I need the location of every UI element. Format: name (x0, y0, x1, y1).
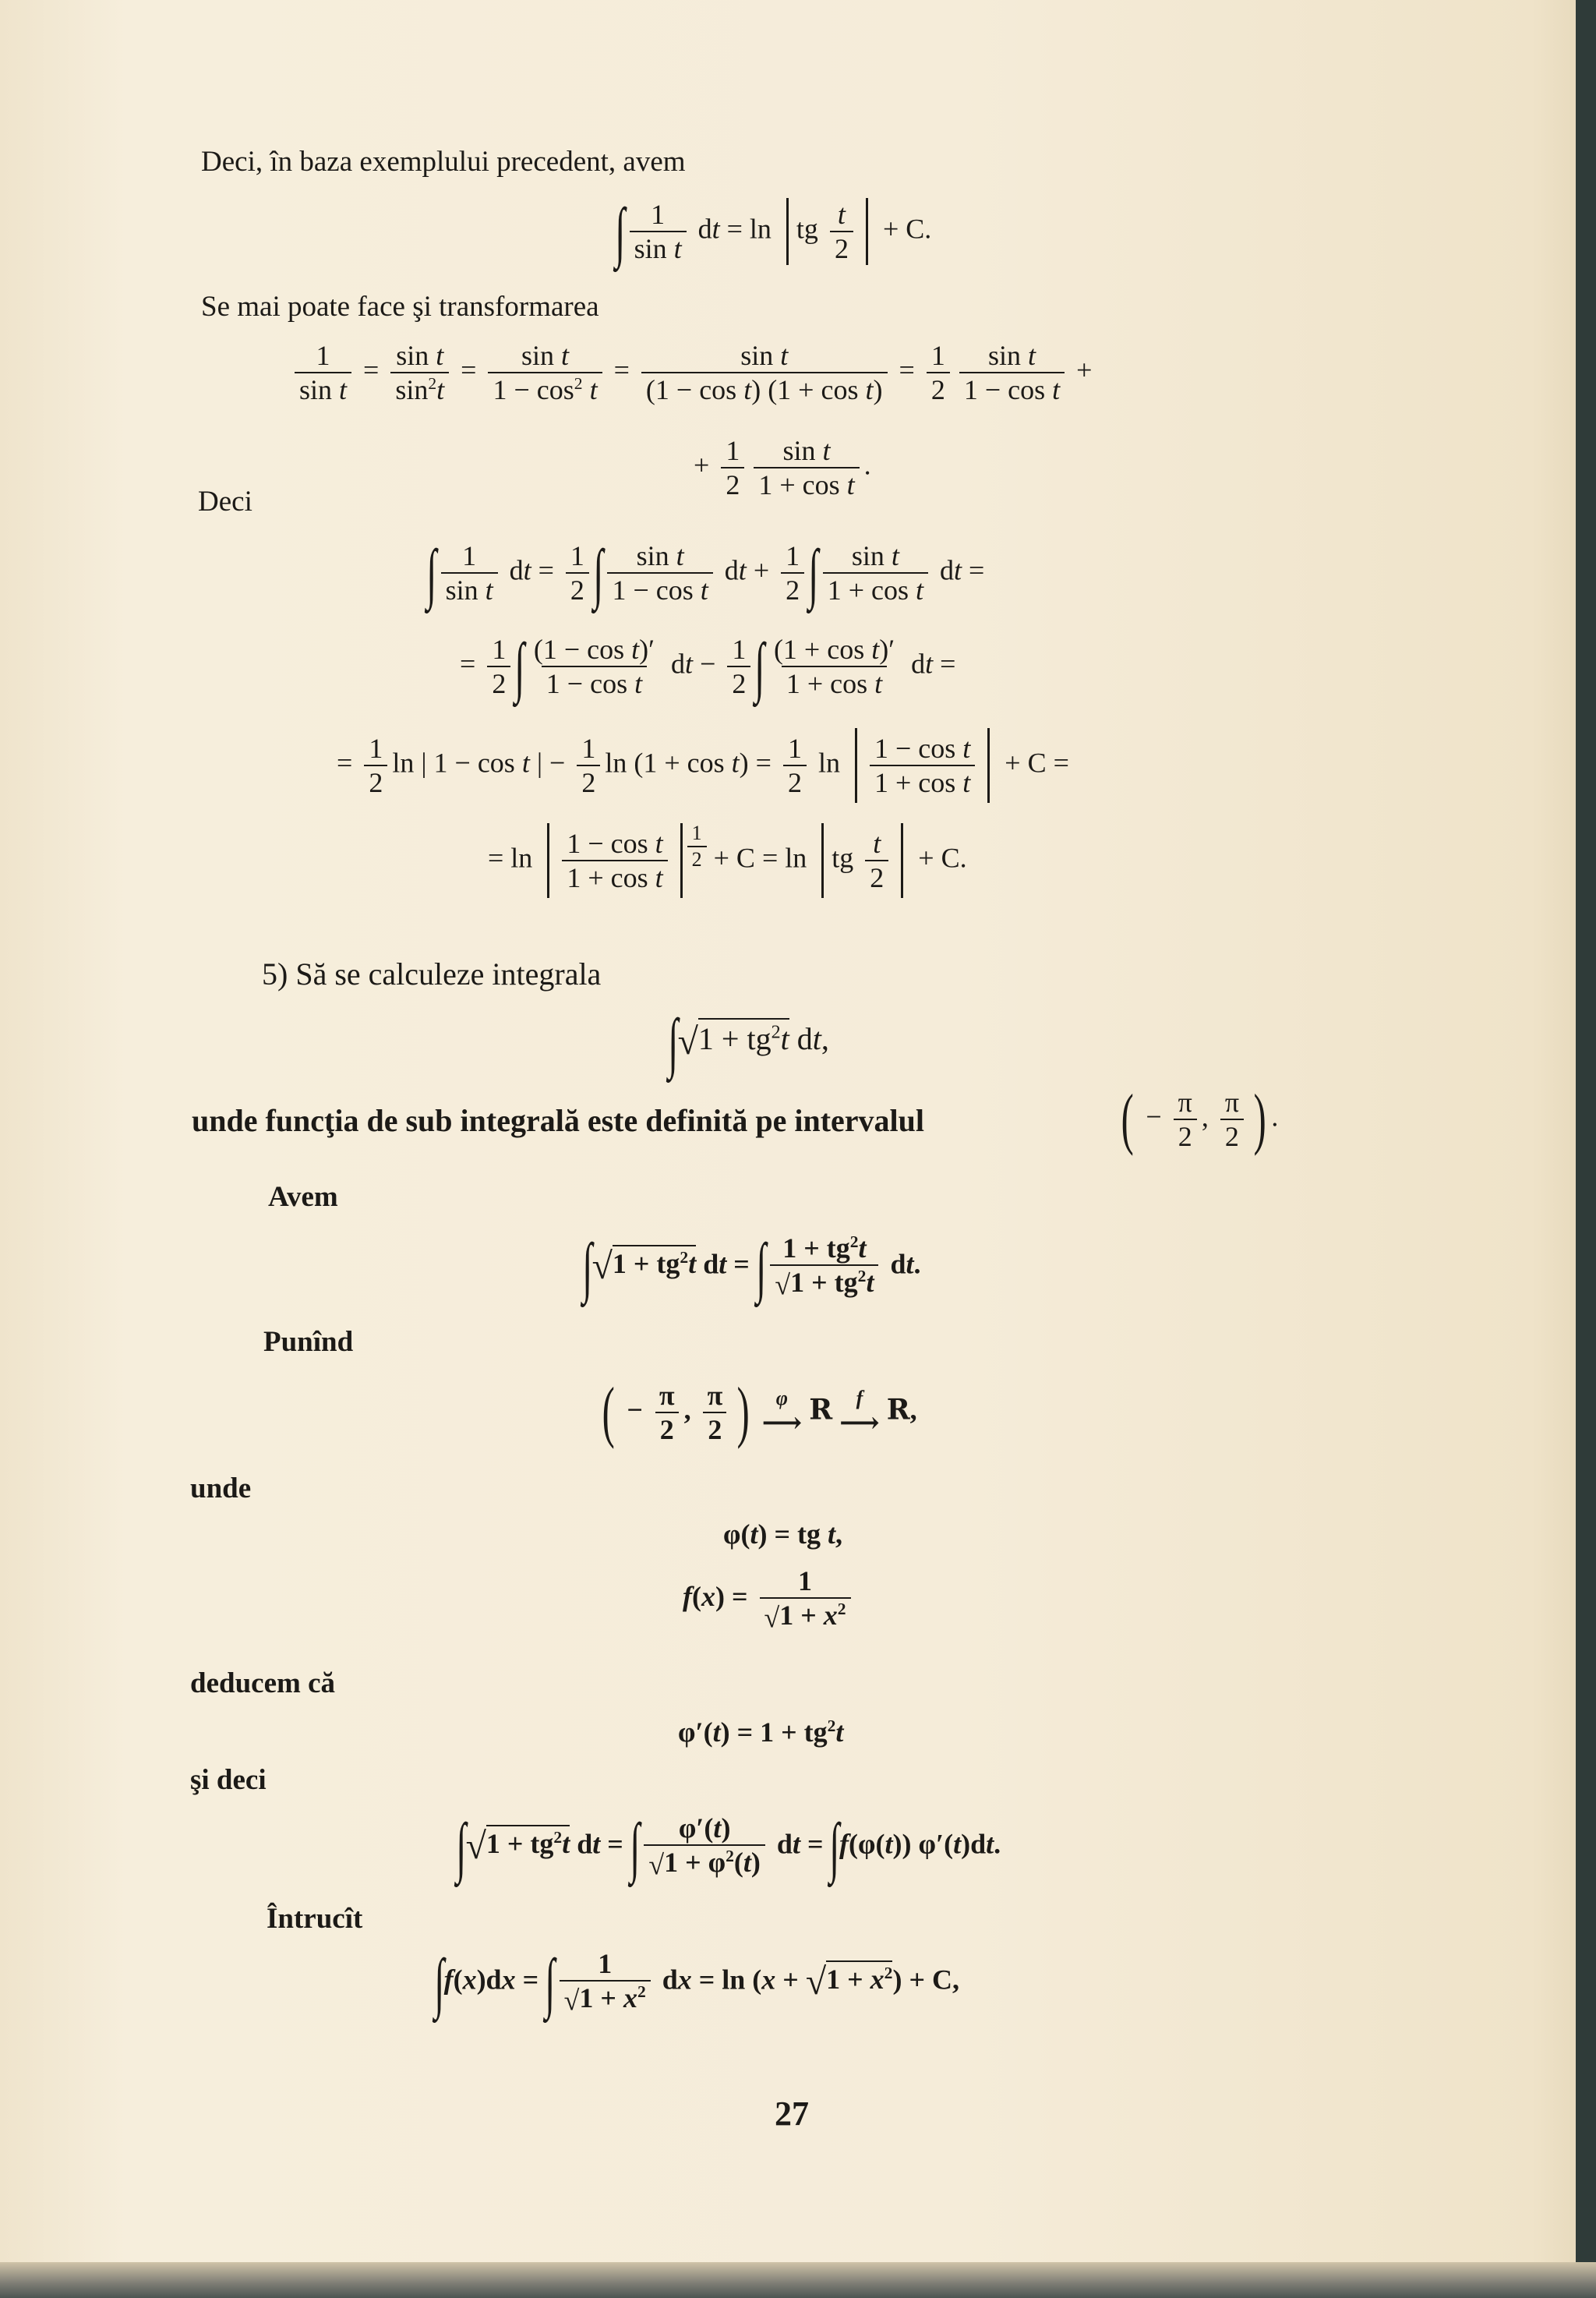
equation-final-tg: = ln $\frac{\text{1 − cos t}}{\text{1 + cos t}}$ $\frac{1}{2}$ + C = ln tg $\frac{t}{2}$ + C. (488, 823, 967, 898)
equation-transformation-cont: + $\frac{1}{2}$ $\frac{\text{sin t}}{\text{1 + cos t}}$ . (694, 435, 871, 500)
problem-5-heading: 5) Să se calculeze integrala (262, 956, 602, 992)
equation-split-integral: ∫ $\frac{1}{\text{sin t}}$ dt = $\frac{1}{2}$ ∫ $\frac{\text{sin t}}{\text{1 − cos t}}$ dt + $\frac{1}{2}$ ∫ $\frac{\text{sin t}}{\text{1 + cos t}}$ dt = (426, 536, 985, 610)
equation-problem-integral: $\int√1 + tg^2t$ dt, (668, 1005, 829, 1080)
equation-antiderivative: ∫f(x)dx = ∫ $\frac{1}{√1 + x^2}$ dx = $\ln (x + √1 + x^2) + C$, (434, 1945, 959, 2020)
unde-label: unde (190, 1472, 252, 1504)
transform-text: Se mai poate face şi transformarea (201, 291, 599, 323)
equation-log-form: = $\frac{1}{2}$ ln | 1 − cos t | − $\frac{1}{2}$ ln (1 + cos t) = $\frac{1}{2}$ ln $\frac{\text{1 − cos t}}{\text{1 + cos t}}$ + C = (337, 728, 1069, 803)
deducem-label: deducem că (190, 1667, 335, 1699)
book-edge-right (1576, 0, 1596, 2298)
avem-label: Avem (268, 1181, 338, 1213)
intrucit-label: Întrucît (267, 1903, 363, 1935)
equation-mapping: ( − $\frac{\pi}{2}$ , $\frac{\pi}{2}$ ) φ ⟶ R f ⟶ R, (602, 1374, 917, 1450)
domain-text: unde funcţia de sub integrală este definită pe intervalul (192, 1103, 925, 1138)
equation-substitution: $\int√1 + tg^2t$ dt = ∫ $\frac{\varphi'(t)}{√1 + \varphi^2(t)}$ dt = ∫f(φ(t)) φ′(t)dt. (456, 1809, 1001, 1884)
equation-rewrite: $\int√1 + tg^2t$ dt = ∫ $\frac{1 + tg^2t}{√1 + tg^2t}$ dt. (582, 1229, 921, 1304)
book-edge-bottom (0, 2262, 1596, 2298)
equation-transformation: $\frac{1}{\text{sin t}}$ = $\frac{\text{sin t}}{\sin^2t}$ = $\frac{\text{sin t}}{1 - \cos^2 t}$ = $\frac{\text{sin t}}{\text{(1 − cos t) (1 + cos t)}}$ = $\frac{1}{2}$ $\frac{\text{sin t}}{\text{1 − cos t}}$ + (290, 341, 1092, 404)
punind-label: Punînd (263, 1326, 354, 1358)
equation-integral-1-over-sin: ∫ $\frac{1}{\text{sin t}}$ dt = ln tg $\frac{t}{2}$ + C. (615, 194, 932, 269)
si-deci-label: şi deci (190, 1764, 267, 1796)
equation-interval: ( − $\frac{\pi}{2}$ , $\frac{\pi}{2}$ ) . (1121, 1081, 1279, 1157)
deci-label: Deci (198, 486, 252, 518)
equation-phi-def: φ(t) = tg t, (723, 1518, 842, 1550)
equation-f-def: f(x) = $\frac{1}{√1 + x^2}$ (683, 1567, 856, 1632)
page-number: 27 (775, 2095, 809, 2133)
equation-derivative-form: = $\frac{1}{2}$ ∫ $\frac{\text{(1 − cos t)′}}{\text{1 − cos t}}$ dt − $\frac{1}{2}$ ∫ $\frac{\text{(1 + cos t)′}}{\text{1 + cos t}}$ dt = (460, 629, 956, 704)
intro-text: Deci, în baza exemplului precedent, avem (201, 146, 686, 178)
equation-phi-derivative: $\varphi'(t) = 1 + tg^2t$ (678, 1716, 844, 1748)
